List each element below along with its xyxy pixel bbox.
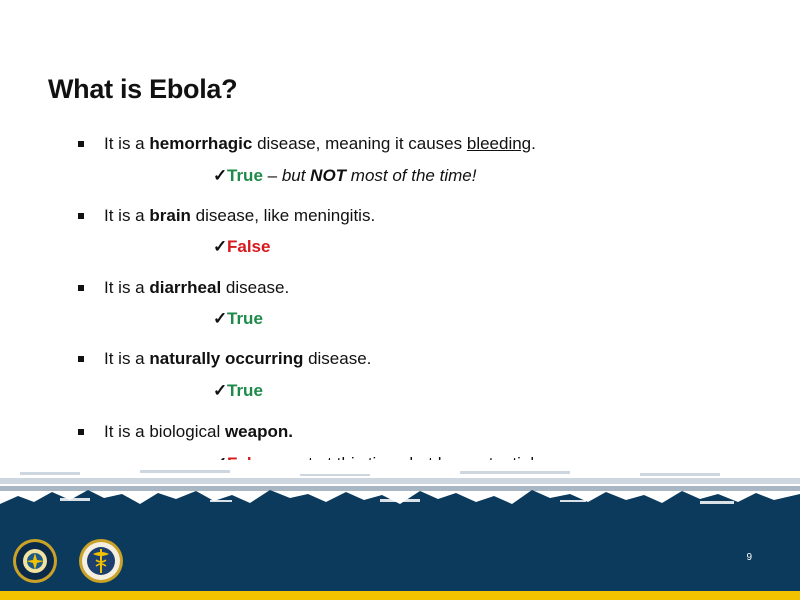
navy-medicine-seal-icon	[78, 538, 124, 584]
answer-3: ✓True	[213, 309, 263, 328]
square-bullet-icon	[78, 285, 84, 291]
square-bullet-icon	[78, 141, 84, 147]
check-icon: ✓	[213, 237, 228, 256]
answer-4: ✓True	[213, 381, 263, 400]
check-icon: ✓	[213, 166, 228, 185]
check-icon: ✓	[213, 381, 228, 400]
bullet-text: It is a brain disease, like meningitis.	[104, 206, 376, 225]
slide-title: What is Ebola?	[48, 74, 238, 104]
square-bullet-icon	[78, 213, 84, 219]
public-health-center-seal-icon	[12, 538, 58, 584]
check-icon: ✓	[213, 309, 228, 328]
bullet-text: It is a biological weapon.	[104, 422, 293, 441]
page-number: 9	[746, 552, 752, 563]
bullet-text: It is a hemorrhagic disease, meaning it causes bleeding.	[104, 134, 536, 153]
square-bullet-icon	[78, 356, 84, 362]
answer-1: ✓True – but NOT most of the time!	[213, 166, 477, 185]
bullet-text: It is a naturally occurring disease.	[104, 349, 372, 368]
bullet-text: It is a diarrheal disease.	[104, 278, 290, 297]
answer-2: ✓False	[213, 237, 271, 256]
square-bullet-icon	[78, 429, 84, 435]
